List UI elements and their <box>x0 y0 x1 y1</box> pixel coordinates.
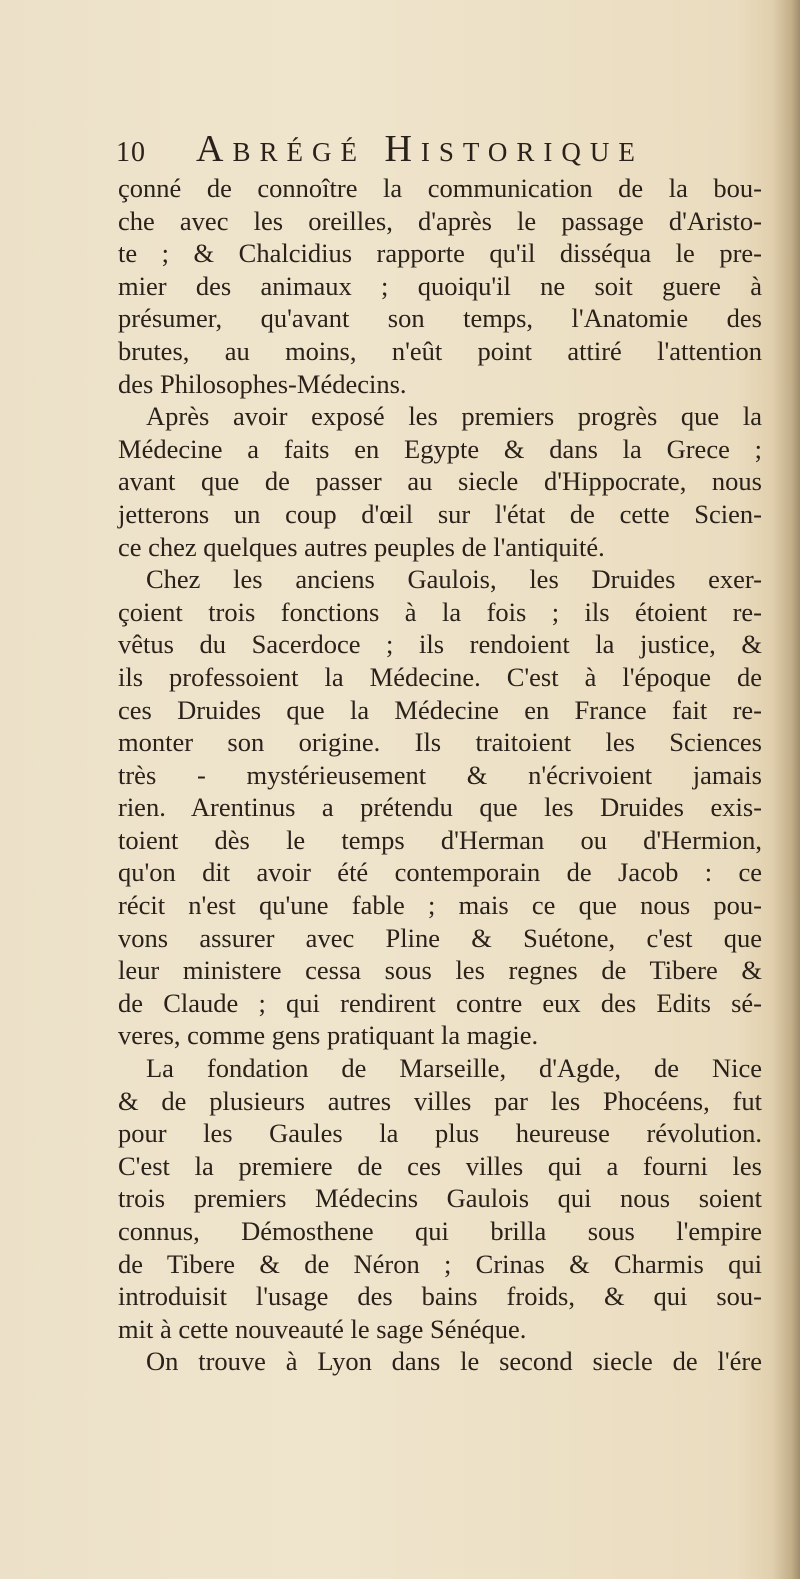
paragraph-start-line: Chez les anciens Gaulois, les Druides exer- <box>146 564 762 595</box>
text-line: brutes, au moins, n'eût point attiré l'attention <box>118 335 762 366</box>
text-line: C'est la premiere de ces villes qui a fourni les <box>118 1150 762 1181</box>
text-line: çoient trois fonctions à la fois ; ils étoient re- <box>118 596 762 627</box>
body-text <box>118 172 762 1378</box>
page-edge-shadow <box>772 0 800 1579</box>
running-header <box>116 127 676 171</box>
text-line: pour les Gaules la plus heureuse révolution. <box>118 1118 762 1149</box>
text-line: introduisit l'usage des bains froids, & qui sou- <box>118 1281 762 1312</box>
text-line: vons assurer avec Pline & Suétone, c'est que <box>118 922 762 953</box>
text-line: présumer, qu'avant son temps, l'Anatomie des <box>118 303 762 334</box>
text-line: veres, comme gens pratiquant la magie. <box>118 1020 539 1051</box>
text-line: récit n'est qu'une fable ; mais ce que nous pou- <box>118 890 762 921</box>
text-line: çonné de connoître la communication de la bou- <box>118 173 762 203</box>
text-line: monter son origine. Ils traitoient les Sciences <box>118 727 762 758</box>
text-line: des Philosophes-Médecins. <box>118 368 407 399</box>
text-line: avant que de passer au siecle d'Hippocrate, nous <box>118 466 762 497</box>
text-line: vêtus du Sacerdoce ; ils rendoient la justice, & <box>118 629 762 660</box>
text-line: te ; & Chalcidius rapporte qu'il disséqua le pre- <box>118 238 762 269</box>
text-line: ces Druides que la Médecine en France fait re- <box>118 694 762 725</box>
page-number: 10 <box>116 137 146 168</box>
text-line: leur ministere cessa sous les regnes de Tibere & <box>118 955 762 986</box>
text-line: rien. Arentinus a prétendu que les Druides exis- <box>118 792 762 823</box>
text-line: très - mystérieusement & n'écrivoient jamais <box>118 759 762 790</box>
text-line: jetterons un coup d'œil sur l'état de cette Scien- <box>118 498 762 529</box>
text-line: mit à cette nouveauté le sage Sénéque. <box>118 1313 527 1344</box>
text-line: connus, Démosthene qui brilla sous l'empire <box>118 1216 762 1246</box>
text-line: mier des animaux ; quoiqu'il ne soit guere à <box>118 270 762 301</box>
text-line: ce chez quelques autres peuples de l'antiquité. <box>118 531 605 562</box>
text-line: ils professoient la Médecine. C'est à l'époque de <box>118 661 762 692</box>
text-line: de Tibere & de Néron ; Crinas & Charmis qui <box>118 1248 762 1279</box>
running-title: Abrégé Historique <box>196 128 644 170</box>
text-line: & de plusieurs autres villes par les Phocéens, fut <box>118 1085 762 1116</box>
text-line: toient dès le temps d'Herman ou d'Hermion, <box>118 824 762 855</box>
text-line: che avec les oreilles, d'après le passage d'Aristo- <box>118 205 762 236</box>
text-line: qu'on dit avoir été contemporain de Jacob : ce <box>118 857 762 888</box>
paragraph-start-line: Après avoir exposé les premiers progrès que la <box>146 401 762 432</box>
text-line: de Claude ; qui rendirent contre eux des Edits sé- <box>118 987 762 1018</box>
text-line: trois premiers Médecins Gaulois qui nous soient <box>118 1183 762 1214</box>
paragraph-start-line: La fondation de Marseille, d'Agde, de Nice <box>146 1053 762 1084</box>
paragraph-start-line: On trouve à Lyon dans le second siecle de l'ére <box>146 1346 762 1377</box>
text-line: Médecine a faits en Egypte & dans la Grece ; <box>118 433 762 464</box>
